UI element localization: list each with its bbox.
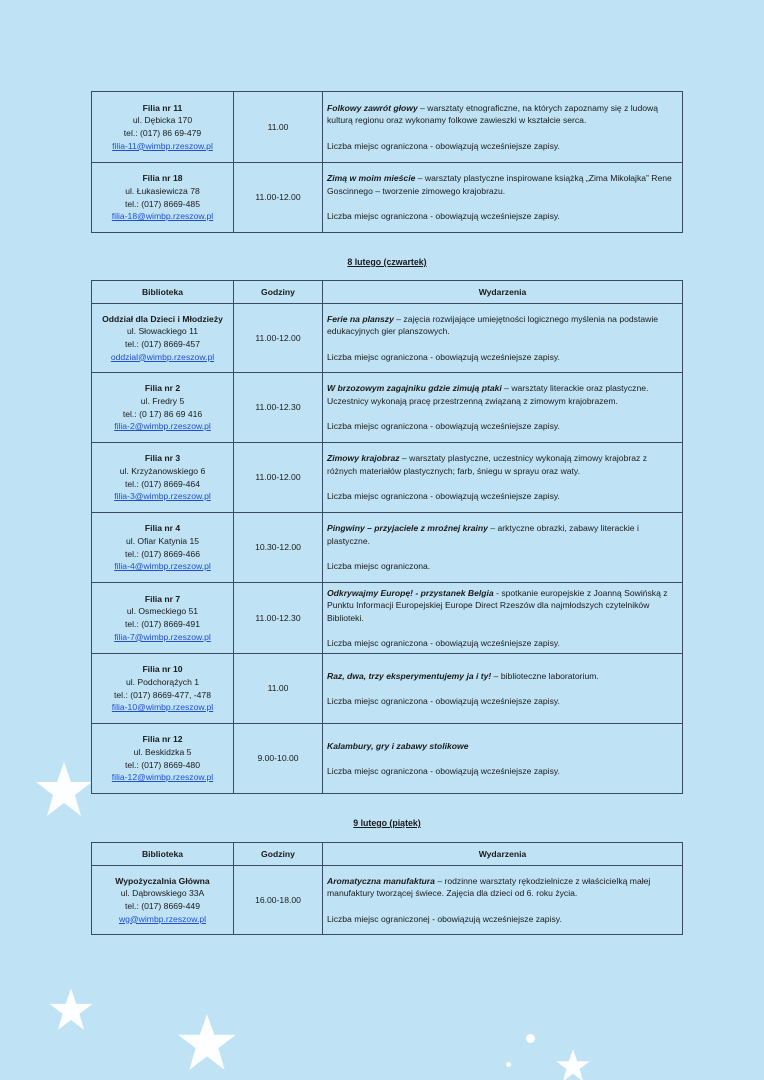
event-note: Liczba miejsc ograniczona - obowiązują wcześniejsze zapisy. (327, 140, 560, 151)
column-header-events: Wydarzenia (323, 843, 683, 866)
event-cell (323, 373, 683, 443)
library-email-link[interactable]: filia-12@wimbp.rzeszow.pl (111, 772, 214, 783)
spacer (327, 127, 678, 140)
star-icon (48, 987, 94, 1033)
event-note: Liczba miejsc ograniczona - obowiązują wcześniejsze zapisy. (327, 421, 560, 432)
spacer (327, 900, 678, 913)
library-name: Wypożyczalnia Główna (115, 875, 210, 886)
library-cell (92, 373, 234, 443)
table-row (92, 92, 683, 163)
library-name: Filia nr 2 (144, 383, 181, 394)
library-email-link[interactable]: filia-3@wimbp.rzeszow.pl (114, 491, 211, 502)
event-note: Liczba miejsc ograniczona - obowiązują wcześniejsze zapisy. (327, 211, 560, 222)
library-street: ul. Krzyżanowskiego 6 (119, 465, 206, 476)
event-description: – rodzinne warsztaty rękodzielnicze z właścicielką małej manufaktury tworzącej świece. Zajęcia dla dzieci od 6. roku życia. (327, 875, 651, 899)
library-name: Filia nr 4 (144, 523, 181, 534)
library-street: ul. Podchorążych 1 (125, 676, 200, 687)
hours-cell: 9.00-10.00 (234, 724, 323, 794)
spacer (327, 682, 678, 695)
library-name: Filia nr 3 (144, 453, 181, 464)
event-description: – biblioteczne laboratorium. (491, 670, 599, 681)
library-phone: tel.: (017) 8669-457 (124, 339, 200, 349)
hours-cell: 11.00-12.00 (234, 304, 323, 373)
event-note: Liczba miejsc ograniczona - obowiązują wcześniejsze zapisy. (327, 491, 560, 502)
library-phone: tel.: (017) 8669-491 (124, 619, 200, 629)
table-row (92, 654, 683, 724)
table-row (92, 724, 683, 794)
table-row (92, 513, 683, 583)
hours-cell: 11.00 (234, 92, 323, 163)
event-title: Zimą w moim mieście (327, 173, 416, 184)
hours-cell: 10.30-12.00 (234, 513, 323, 583)
column-header-library: Biblioteka (92, 843, 234, 866)
event-title: W brzozowym zagajniku gdzie zimują ptaki (327, 383, 502, 394)
event-title: Ferie na planszy (327, 313, 394, 324)
hours-cell: 11.00-12.30 (234, 583, 323, 654)
library-cell (92, 724, 234, 794)
table-row (92, 583, 683, 654)
library-name: Filia nr 12 (142, 734, 183, 745)
column-header-hours: Godziny (234, 281, 323, 304)
schedule-table-day2 (91, 280, 683, 794)
library-name: Filia nr 10 (142, 664, 183, 675)
header-row (92, 281, 683, 304)
event-cell (323, 654, 683, 724)
schedule-table-day3 (91, 842, 683, 935)
library-email-link[interactable]: oddzial@wimbp.rzeszow.pl (110, 351, 215, 362)
library-name: Filia nr 11 (142, 102, 183, 113)
event-note: Liczba miejsc ograniczonej - obowiązują wcześniejsze zapisy. (327, 913, 562, 924)
library-phone: tel.: (017) 8669-466 (124, 548, 200, 559)
table-row (92, 163, 683, 233)
library-email-link[interactable]: filia-4@wimbp.rzeszow.pl (114, 561, 211, 572)
library-phone: tel.: (017) 86 69-479 (123, 128, 202, 138)
event-description: – warsztaty literackie oraz plastyczne. Uczestnicy wykonają pracę przestrzenną związaną z zimowym krajobrazem. (327, 383, 649, 406)
event-title: Zimowy krajobraz (327, 453, 400, 464)
header-row (92, 843, 683, 866)
hours-cell: 11.00-12.00 (234, 443, 323, 513)
library-cell (92, 654, 234, 724)
schedule-table-continued (91, 91, 683, 233)
library-cell (92, 513, 234, 583)
library-street: ul. Łukasiewicza 78 (125, 185, 200, 196)
library-email-link[interactable]: filia-7@wimbp.rzeszow.pl (114, 631, 211, 642)
column-header-events: Wydarzenia (323, 281, 683, 304)
event-title: Raz, dwa, trzy eksperymentujemy ja i ty! (327, 670, 492, 681)
library-phone: tel.: (017) 8669-485 (124, 198, 200, 209)
library-name: Oddział dla Dzieci i Młodzieży (102, 313, 223, 324)
event-cell (323, 304, 683, 373)
spacer (327, 624, 678, 637)
library-email-link[interactable]: filia-2@wimbp.rzeszow.pl (114, 421, 211, 432)
library-name: Filia nr 18 (142, 173, 183, 184)
library-phone: tel.: (0 17) 86 69 416 (122, 408, 203, 419)
hours-cell: 11.00-12.00 (234, 163, 323, 233)
event-note: Liczba miejsc ograniczona - obowiązują wcześniejsze zapisy. (327, 695, 560, 706)
day-heading: 9 lutego (piątek) (353, 818, 421, 828)
snow-dot (506, 1062, 511, 1067)
library-cell (92, 443, 234, 513)
library-phone: tel.: (017) 8669-464 (124, 478, 200, 489)
table-row (92, 866, 683, 935)
library-cell (92, 163, 234, 233)
event-cell (323, 92, 683, 163)
library-phone: tel.: (017) 8669-449 (124, 901, 200, 911)
hours-cell: 16.00-18.00 (234, 866, 323, 935)
event-description: - spotkanie europejskie z Joanną Sowińską z Punktu Informacji Europejskiej Europe Direct Rzeszów dla najmłodszych czytelników Biblioteki. (327, 587, 668, 623)
library-cell (92, 92, 234, 163)
spacer (327, 408, 678, 421)
table-row (92, 304, 683, 373)
table-row (92, 373, 683, 443)
event-note: Liczba miejsc ograniczona - obowiązują wcześniejsze zapisy. (327, 765, 560, 776)
star-icon (34, 760, 94, 820)
library-email-link[interactable]: filia-18@wimbp.rzeszow.pl (111, 211, 214, 222)
table-row (92, 443, 683, 513)
library-street: ul. Fredry 5 (140, 395, 185, 406)
event-cell (323, 583, 683, 654)
library-street: ul. Dąbrowskiego 33A (120, 888, 205, 899)
library-email-link[interactable]: wg@wimbp.rzeszow.pl (118, 913, 207, 924)
star-icon (555, 1048, 591, 1080)
hours-cell: 11.00-12.30 (234, 373, 323, 443)
spacer (327, 478, 678, 491)
event-title: Pingwiny – przyjaciele z mroźnej krainy (327, 523, 488, 534)
event-description: – warsztaty etnograficzne, na których zapoznamy się z ludową kulturą regionu oraz wykonamy folkowe zawieszki w kształcie serca. (327, 102, 658, 126)
library-email-link[interactable]: filia-11@wimbp.rzeszow.pl (112, 140, 213, 151)
library-cell (92, 304, 234, 373)
library-name: Filia nr 7 (144, 593, 181, 604)
event-title: Odkrywajmy Europę! - przystanek Belgia (327, 587, 494, 598)
library-street: ul. Słowackiego 11 (126, 326, 199, 337)
event-title: Aromatyczna manufaktura (327, 875, 435, 886)
event-title: Folkowy zawrót głowy (327, 102, 418, 113)
hours-cell: 11.00 (234, 654, 323, 724)
event-cell (323, 513, 683, 583)
library-cell (92, 866, 234, 935)
library-email-link[interactable]: filia-10@wimbp.rzeszow.pl (111, 702, 214, 713)
star-icon (176, 1012, 238, 1074)
spacer (327, 338, 678, 351)
snow-dot (526, 1034, 535, 1043)
event-description: – warsztaty plastyczne, uczestnicy wykonają zimowy krajobraz z różnych materiałów plastycznych; farb, śniegu w sprayu oraz waty. (327, 453, 647, 476)
library-street: ul. Osmeckiego 51 (126, 606, 199, 617)
event-cell (323, 443, 683, 513)
library-cell (92, 583, 234, 654)
spacer (327, 198, 678, 211)
library-street: ul. Dębicka 170 (132, 115, 193, 126)
event-description: – warsztaty plastyczne inspirowane książką „Zima Mikołajka” Rene Goscinnego – tworzenie zimowego krajobrazu. (327, 173, 672, 196)
library-street: ul. Beskidzka 5 (133, 746, 192, 757)
spacer (327, 752, 678, 765)
day-heading: 8 lutego (czwartek) (347, 257, 427, 267)
column-header-library: Biblioteka (92, 281, 234, 304)
library-phone: tel.: (017) 8669-477, -478 (114, 689, 211, 700)
event-cell (323, 724, 683, 794)
event-description: – arktyczne obrazki, zabawy literackie i plastyczne. (327, 523, 639, 546)
event-title: Kalambury, gry i zabawy stolikowe (327, 740, 469, 751)
event-cell (323, 866, 683, 935)
library-phone: tel.: (017) 8669-480 (124, 759, 200, 770)
library-street: ul. Ofiar Katynia 15 (125, 535, 200, 546)
column-header-hours: Godziny (234, 843, 323, 866)
event-note: Liczba miejsc ograniczona. (327, 561, 431, 572)
spacer (327, 548, 678, 561)
event-description: – zajęcia rozwijające umiejętności logicznego myślenia na podstawie edukacyjnych gier planszowych. (327, 313, 659, 337)
event-note: Liczba miejsc ograniczona - obowiązują wcześniejsze zapisy. (327, 351, 560, 362)
event-note: Liczba miejsc ograniczona - obowiązują wcześniejsze zapisy. (327, 637, 560, 648)
event-cell (323, 163, 683, 233)
